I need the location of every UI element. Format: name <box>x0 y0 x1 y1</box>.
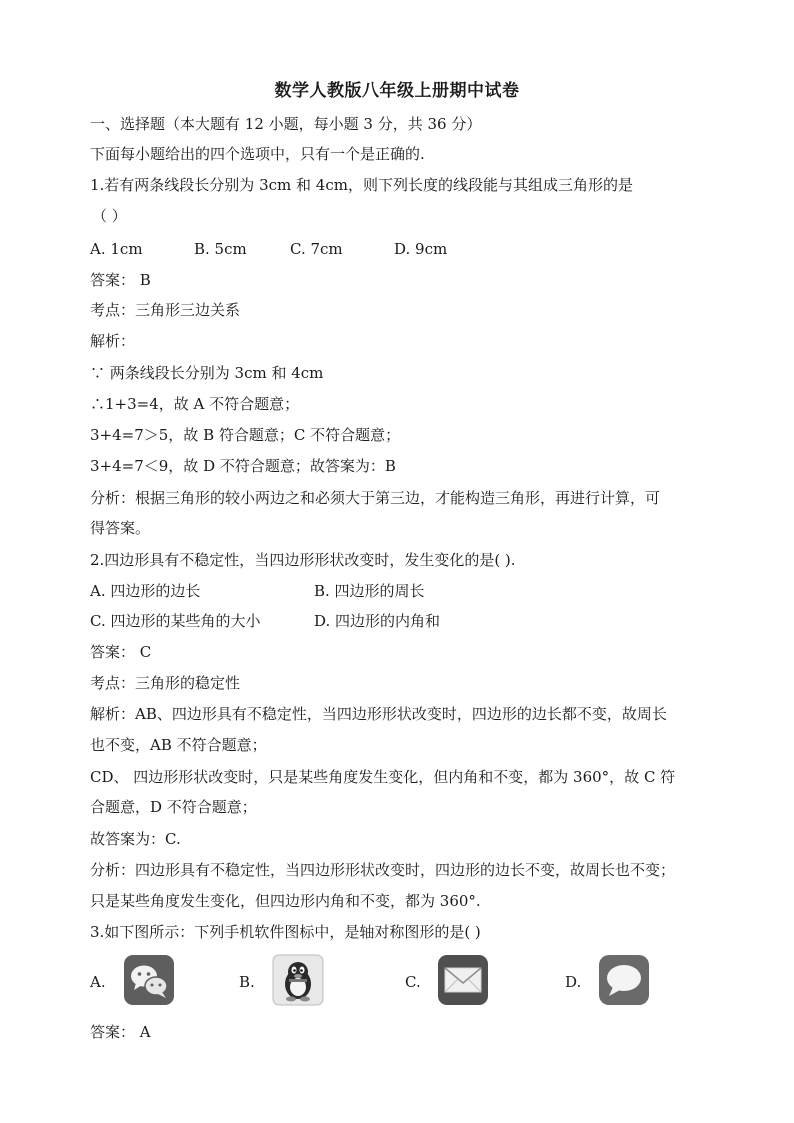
q2-summary-line: 分析：四边形具有不稳定性，当四边形形状改变时，四边形的边长不变，故周长也不变； <box>90 861 676 879</box>
q2-answer: 答案： C <box>90 643 152 661</box>
q1-analysis-label: 解析： <box>90 332 136 350</box>
q1-stem: 1.若有两条线段长分别为 3cm 和 4cm，则下列长度的线段能与其组成三角形的是 <box>90 176 633 194</box>
q1-answer-bracket: （ ） <box>92 207 127 225</box>
q1-solution-line: ∵ 两条线段长分别为 3cm 和 4cm <box>90 364 324 382</box>
q2-option-b: B. 四边形的周长 <box>314 582 425 600</box>
q3-option-b-label: B. <box>239 973 255 991</box>
q2-option-d: D. 四边形的内角和 <box>314 612 441 630</box>
q1-option-a: A. 1cm <box>90 240 143 258</box>
exam-title: 数学人教版八年级上册期中试卷 <box>274 81 520 101</box>
mail-envelope-icon <box>437 954 489 1006</box>
q2-analysis-line: 解析：AB、四边形具有不稳定性，当四边形形状改变时，四边形的边长都不变，故周长 <box>90 705 667 723</box>
q1-solution-line: ∴1+3=4，故 A 不符合题意； <box>90 395 300 413</box>
wechat-icon <box>123 954 175 1006</box>
q2-analysis-line: 也不变，AB 不符合题意； <box>90 736 267 754</box>
q3-option-c-label: C. <box>405 973 421 991</box>
q3-option-d-label: D. <box>565 973 582 991</box>
q2-analysis-line: 合题意，D 不符合题意； <box>90 798 257 816</box>
chat-bubble-icon <box>598 954 650 1006</box>
q1-solution-line: 3+4=7＞5，故 B 符合题意；C 不符合题意； <box>90 426 401 444</box>
q1-option-b: B. 5cm <box>194 240 247 258</box>
qq-penguin-icon <box>272 954 324 1006</box>
q2-conclusion: 故答案为：C. <box>90 830 181 848</box>
instructions: 下面每小题给出的四个选项中，只有一个是正确的. <box>90 145 425 163</box>
q2-option-c: C. 四边形的某些角的大小 <box>90 612 261 630</box>
q3-stem: 3.如下图所示：下列手机软件图标中，是轴对称图形的是( ) <box>90 923 481 941</box>
q2-option-a: A. 四边形的边长 <box>90 582 201 600</box>
q1-solution-line: 3+4=7＜9，故 D 不符合题意；故答案为：B <box>90 457 396 475</box>
q1-summary-line: 得答案。 <box>90 519 151 537</box>
q3-answer: 答案： A <box>90 1023 151 1041</box>
q3-option-a-label: A. <box>90 973 106 991</box>
q2-analysis-line: CD、 四边形形状改变时，只是某些角度发生变化，但内角和不变，都为 360°，故 C 符 <box>90 768 676 786</box>
q2-knowledge-point: 考点：三角形的稳定性 <box>90 674 241 692</box>
section-heading: 一、选择题（本大题有 12 小题，每小题 3 分，共 36 分） <box>90 115 482 133</box>
q1-option-c: C. 7cm <box>290 240 343 258</box>
q1-answer: 答案： B <box>90 271 151 289</box>
q1-option-d: D. 9cm <box>394 240 448 258</box>
q2-stem: 2.四边形具有不稳定性，当四边形形状改变时，发生变化的是( ). <box>90 551 516 569</box>
q1-summary-line: 分析：根据三角形的较小两边之和必须大于第三边，才能构造三角形，再进行计算，可 <box>90 489 661 507</box>
q1-knowledge-point: 考点：三角形三边关系 <box>90 301 241 319</box>
q2-summary-line: 只是某些角度发生变化，但四边形内角和不变，都为 360°. <box>90 892 481 910</box>
